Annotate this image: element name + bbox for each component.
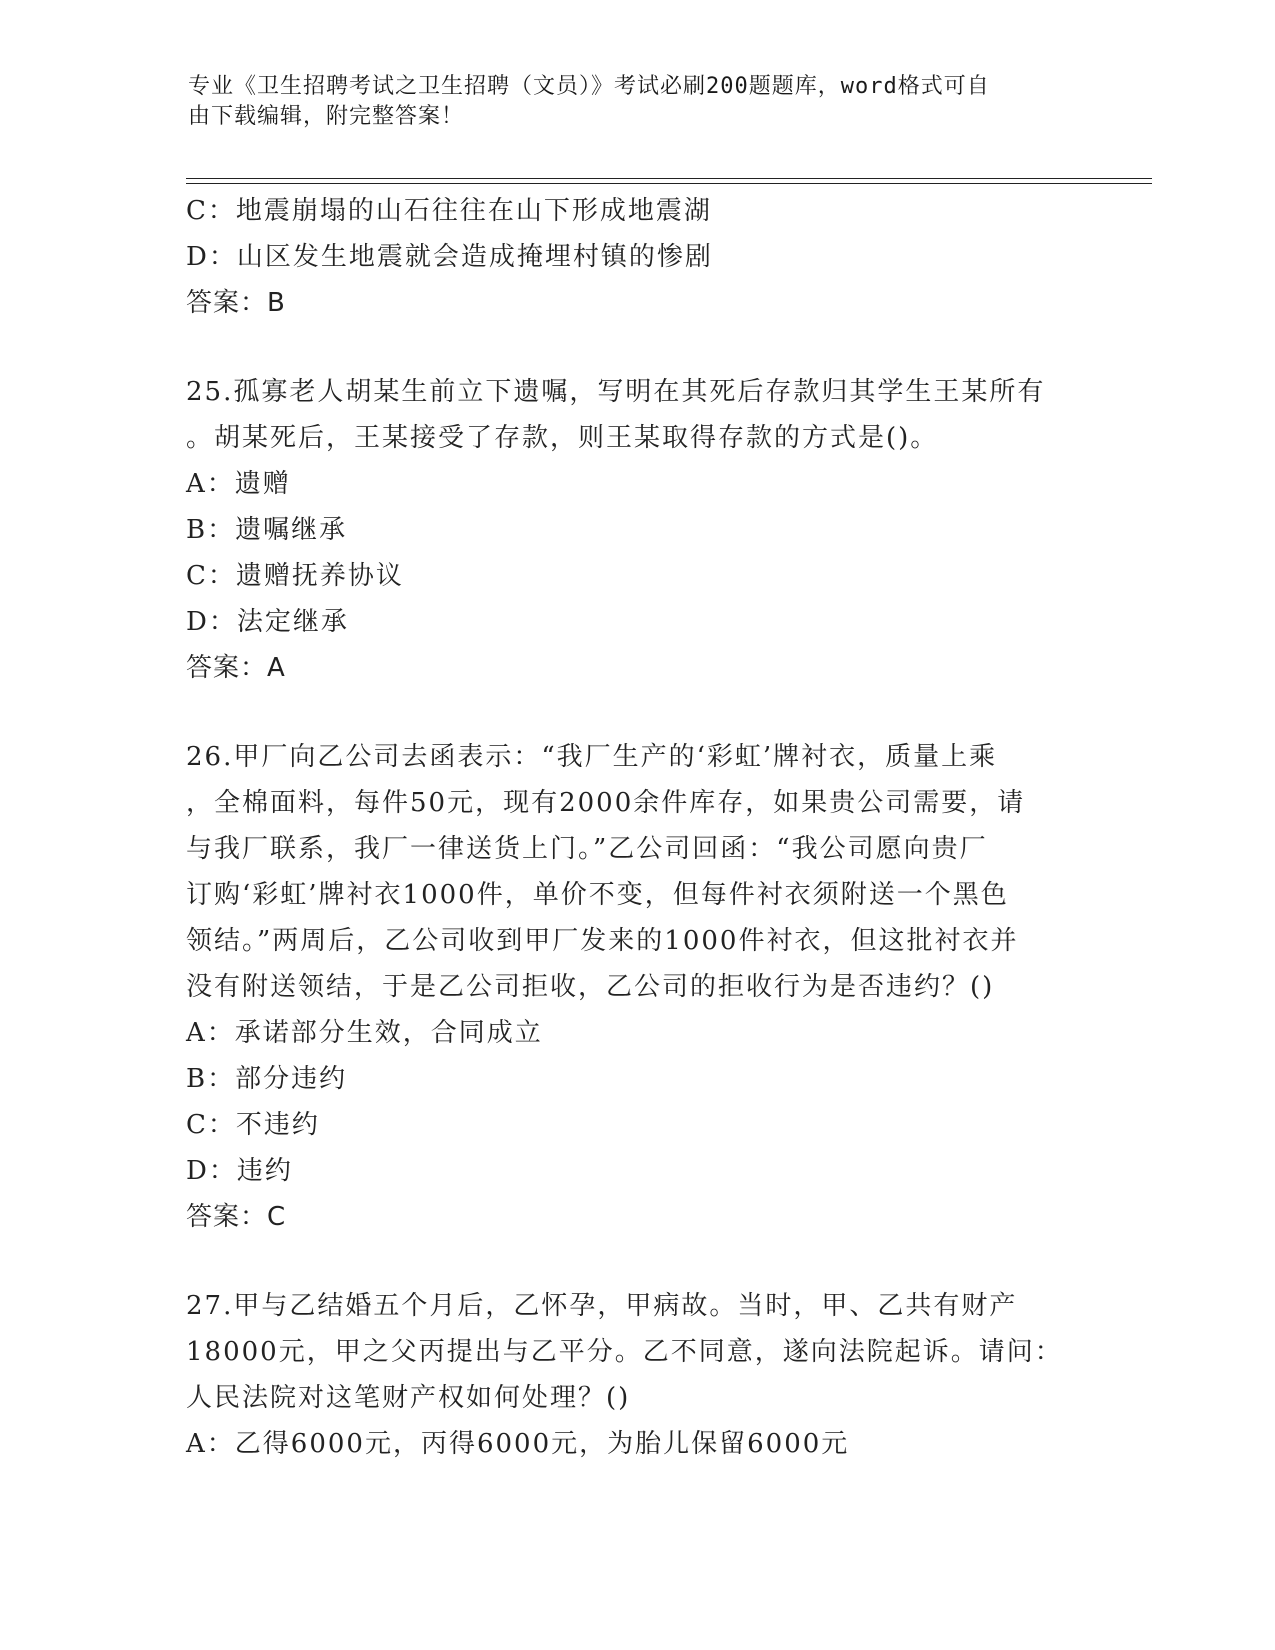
- option-d: D：法定继承: [186, 607, 349, 637]
- option-a: A：遗赠: [186, 469, 291, 499]
- question-stem-line: 订购‘彩虹’牌衬衣1000件，单价不变，但每件衬衣须附送一个黑色: [186, 880, 1009, 910]
- question-25: [186, 369, 1086, 691]
- question-stem-line: 没有附送领结，于是乙公司拒收，乙公司的拒收行为是否违约？(): [186, 972, 995, 1002]
- option-c: C：不违约: [186, 1110, 320, 1140]
- header-rule-bottom: [186, 183, 1152, 184]
- question-stem-line: ，全棉面料，每件50元，现有2000余件库存，如果贵公司需要，请: [186, 788, 1026, 818]
- question-stem-line: 18000元，甲之父丙提出与乙平分。乙不同意，遂向法院起诉。请问：: [186, 1337, 1063, 1367]
- question-stem-line: 26.甲厂向乙公司去函表示：“我厂生产的‘彩虹’牌衬衣，质量上乘: [186, 742, 998, 772]
- answer: 答案：B: [186, 288, 286, 318]
- question-stem-line: 27.甲与乙结婚五个月后，乙怀孕，甲病故。当时，甲、乙共有财产: [186, 1291, 1018, 1321]
- option-d: D：违约: [186, 1156, 293, 1186]
- header-rule-top: [186, 178, 1152, 179]
- option-c: C：地震崩塌的山石往往在山下形成地震湖: [186, 196, 712, 226]
- answer: 答案：C: [186, 1202, 287, 1232]
- option-b: B：部分违约: [186, 1064, 348, 1094]
- question-stem-line: 领结。”两周后，乙公司收到甲厂发来的1000件衬衣，但这批衬衣并: [186, 926, 1019, 956]
- document-body: [186, 188, 1086, 1467]
- question-stem-line: 25.孤寡老人胡某生前立下遗嘱，写明在其死后存款归其学生王某所有: [186, 377, 1046, 407]
- option-d: D：山区发生地震就会造成掩埋村镇的惨剧: [186, 242, 713, 272]
- question-27: [186, 1283, 1086, 1467]
- question-stem-line: 。胡某死后，王某接受了存款，则王某取得存款的方式是()。: [186, 423, 939, 453]
- option-a: A：承诺部分生效，合同成立: [186, 1018, 543, 1048]
- question-stem-line: 人民法院对这笔财产权如何处理？(): [186, 1383, 631, 1413]
- header-line-1: 专业《卫生招聘考试之卫生招聘（文员）》考试必刷200题题库，word格式可自: [188, 74, 990, 99]
- question-26: [186, 734, 1086, 1240]
- option-a: A：乙得6000元，丙得6000元，为胎儿保留6000元: [186, 1429, 850, 1459]
- question-stem-line: 与我厂联系，我厂一律送货上门。”乙公司回函：“我公司愿向贵厂: [186, 834, 988, 864]
- option-b: B：遗嘱继承: [186, 515, 348, 545]
- answer: 答案：A: [186, 653, 286, 683]
- question-24-tail: [186, 188, 1086, 326]
- header-line-2: 由下载编辑，附完整答案！: [188, 104, 465, 129]
- document-header: [188, 72, 1068, 132]
- option-c: C：遗赠抚养协议: [186, 561, 404, 591]
